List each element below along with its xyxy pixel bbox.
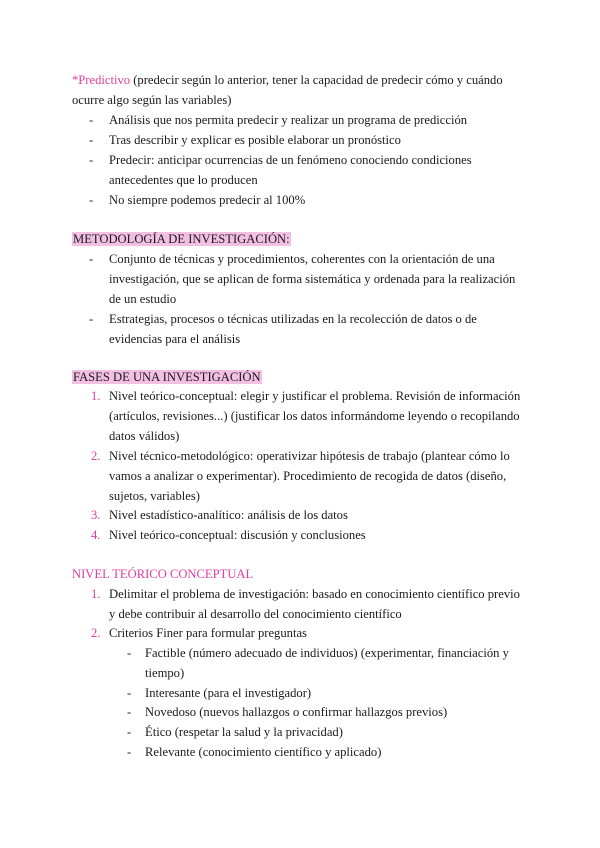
list-number: 2. xyxy=(91,449,101,463)
list-item-continuation: sujetos, variables) xyxy=(109,489,200,503)
sub-bullet-dash: - xyxy=(127,646,132,660)
sub-bullet-dash: - xyxy=(127,705,132,719)
sub-bullet-dash: - xyxy=(127,745,132,759)
list-item: Nivel técnico-metodológico: operativizar hipótesis de trabajo (plantear cómo lo xyxy=(109,449,510,463)
list-item: Análisis que nos permita predecir y realizar un programa de predicción xyxy=(109,113,468,127)
list-item-continuation: antecedentes que lo producen xyxy=(109,173,258,187)
bullet-dash: - xyxy=(89,193,94,207)
bullet-dash: - xyxy=(89,312,94,326)
list-item-continuation: datos válidos) xyxy=(109,429,180,443)
bullet-dash: - xyxy=(89,113,94,127)
sub-list-item-continuation: tiempo) xyxy=(145,666,185,680)
list-item: Tras describir y explicar es posible elaborar un pronóstico xyxy=(109,133,401,147)
sub-bullet-dash: - xyxy=(127,686,132,700)
list-item-continuation: y debe contribuir al desarrollo del conocimiento científico xyxy=(109,607,402,621)
list-item: Predecir: anticipar ocurrencias de un fenómeno conociendo condiciones xyxy=(109,153,472,167)
predictivo-line-2: ocurre algo según las variables) xyxy=(72,93,232,107)
predictivo-text: (predecir según lo anterior, tener la capacidad de predecir cómo y cuándo xyxy=(130,73,503,87)
list-item: Estrategias, procesos o técnicas utilizadas en la recolección de datos o de xyxy=(109,312,477,326)
bullet-dash: - xyxy=(89,133,94,147)
list-number: 3. xyxy=(91,508,101,522)
predictivo-line-1 xyxy=(72,71,503,91)
list-item-continuation: vamos a analizar o experimentar). Procedimiento de recogida de datos (diseño, xyxy=(109,469,507,483)
list-number: 4. xyxy=(91,528,101,542)
predictivo-marker: * xyxy=(72,73,79,87)
section-heading-fases: FASES DE UNA INVESTIGACIÓN xyxy=(73,370,261,384)
sub-list-item: Interesante (para el investigador) xyxy=(145,686,312,700)
list-item-continuation: de un estudio xyxy=(109,292,177,306)
sub-list-item: Relevante (conocimiento científico y aplicado) xyxy=(145,745,382,759)
sub-list-item: Novedoso (nuevos hallazgos o confirmar hallazgos previos) xyxy=(145,705,448,719)
sub-list-item: Factible (número adecuado de individuos) (experimentar, financiación y xyxy=(145,646,509,660)
list-item-continuation: (artículos, revisiones...) (justificar los datos informándome leyendo o recopilando xyxy=(109,409,520,423)
list-number: 1. xyxy=(91,587,101,601)
list-item: Conjunto de técnicas y procedimientos, coherentes con la orientación de una xyxy=(109,252,495,266)
list-item: Nivel estadístico-analítico: análisis de los datos xyxy=(109,508,348,522)
list-number: 1. xyxy=(91,389,101,403)
predictivo-term: Predictivo xyxy=(78,73,131,87)
list-number: 2. xyxy=(91,626,101,640)
bullet-dash: - xyxy=(89,252,94,266)
list-item: Criterios Finer para formular preguntas xyxy=(109,626,307,640)
section-heading-nivel: NIVEL TEÓRICO CONCEPTUAL xyxy=(72,567,254,581)
list-item-continuation: evidencias para el análisis xyxy=(109,332,241,346)
bullet-dash: - xyxy=(89,153,94,167)
section-heading-metodologia: METODOLOGÍA DE INVESTIGACIÓN: xyxy=(73,232,290,246)
list-item: Delimitar el problema de investigación: basado en conocimiento científico previo xyxy=(109,587,520,601)
list-item: Nivel teórico-conceptual: elegir y justificar el problema. Revisión de información xyxy=(109,389,521,403)
sub-bullet-dash: - xyxy=(127,725,132,739)
list-item: No siempre podemos predecir al 100% xyxy=(109,193,306,207)
sub-list-item: Ético (respetar la salud y la privacidad) xyxy=(145,725,343,739)
list-item-continuation: investigación, que se aplican de forma sistemática y ordenada para la realización xyxy=(109,272,516,286)
list-item: Nivel teórico-conceptual: discusión y conclusiones xyxy=(109,528,366,542)
